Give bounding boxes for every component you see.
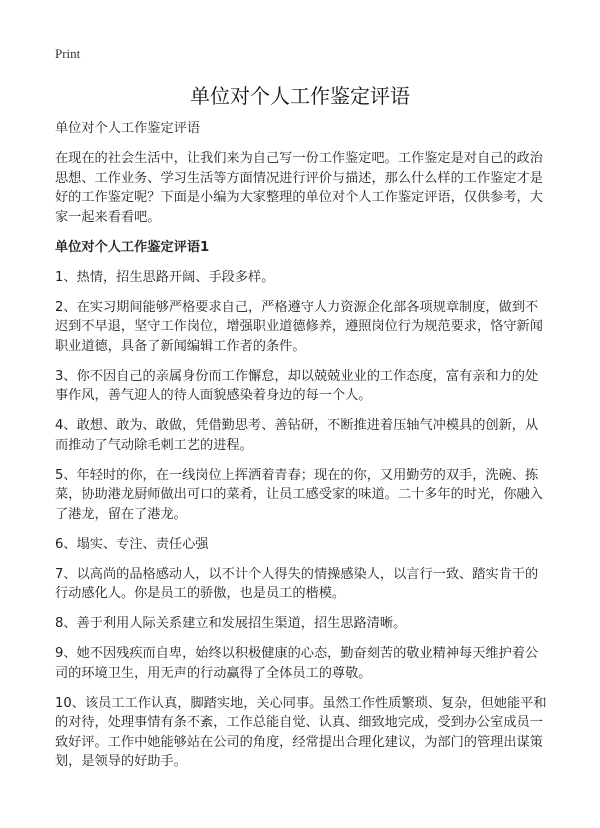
article-body [55,119,551,782]
section-heading: 单位对个人工作鉴定评语1 [55,239,210,255]
page-title: 单位对个人工作鉴定评语 [190,84,410,108]
list-item: 10、该员工工作认真，脚踏实地，关心同事。虽然工作性质繁琐、复杂，但她能平和的对待，处理事情有条不紊，工作总能自觉、认真、细致地完成，受到办公室成员一致好评。工作中她能够站在公司的角度，经常提出合理化建议，为部门的管理出谋策划，是领导的好助手。 [55,695,547,769]
list-item: 9、她不因残疾而自卑，始终以积极健康的心态，勤奋刻苦的敬业精神每天维护着公司的环境卫生，用无声的行动赢得了全体员工的尊敬。 [55,646,539,681]
print-link[interactable]: Print [55,46,81,61]
list-item: 7、以高尚的品格感动人，以不计个人得失的情操感染人，以言行一致、踏实肯干的行动感化人。你是员工的骄傲，也是员工的楷模。 [55,566,539,601]
list-item: 2、在实习期间能够严格要求自己，严格遵守人力资源企化部各项规章制度，做到不迟到不早退，坚守工作岗位，增强职业道德修养，遵照岗位行为规范要求，恪守新闻职业道德，具备了新闻编辑工作者的条件。 [55,299,543,354]
intro-paragraph: 在现在的社会生活中，让我们来为自己写一份工作鉴定吧。工作鉴定是对自己的政治思想、工作业务、学习生活等方面情况进行评价与描述，那么什么样的工作鉴定才是好的工作鉴定呢？下面是小编为大家整理的单位对个人工作鉴定评语，仅供参考，大家一起来看看吧。 [55,151,543,225]
list-item: 5、年轻时的你，在一线岗位上挥洒着青春；现在的你，又用勤劳的双手，洗碗、拣菜，协助港龙厨师做出可口的菜肴，让员工感受家的味道。二十多年的时光，你融入了港龙，留在了港龙。 [55,467,543,522]
subtitle: 单位对个人工作鉴定评语 [55,121,201,136]
list-item: 3、你不因自己的亲属身份而工作懈怠，却以兢兢业业的工作态度，富有亲和力的处事作风，善气迎人的待人面貌感染着身边的每一个人。 [55,368,539,403]
list-item: 6、塌实、专注、责任心强 [55,536,209,552]
list-item: 8、善于利用人际关系建立和发展招生渠道，招生思路清晰。 [55,616,407,631]
list-item: 4、敢想、敢为、敢做，凭借勤思考、善钻研，不断推进着压轴气冲模具的创新，从而推动了气动除毛刺工艺的进程。 [55,418,539,453]
list-item: 1、热情，招生思路开阔、手段多样。 [55,269,275,285]
